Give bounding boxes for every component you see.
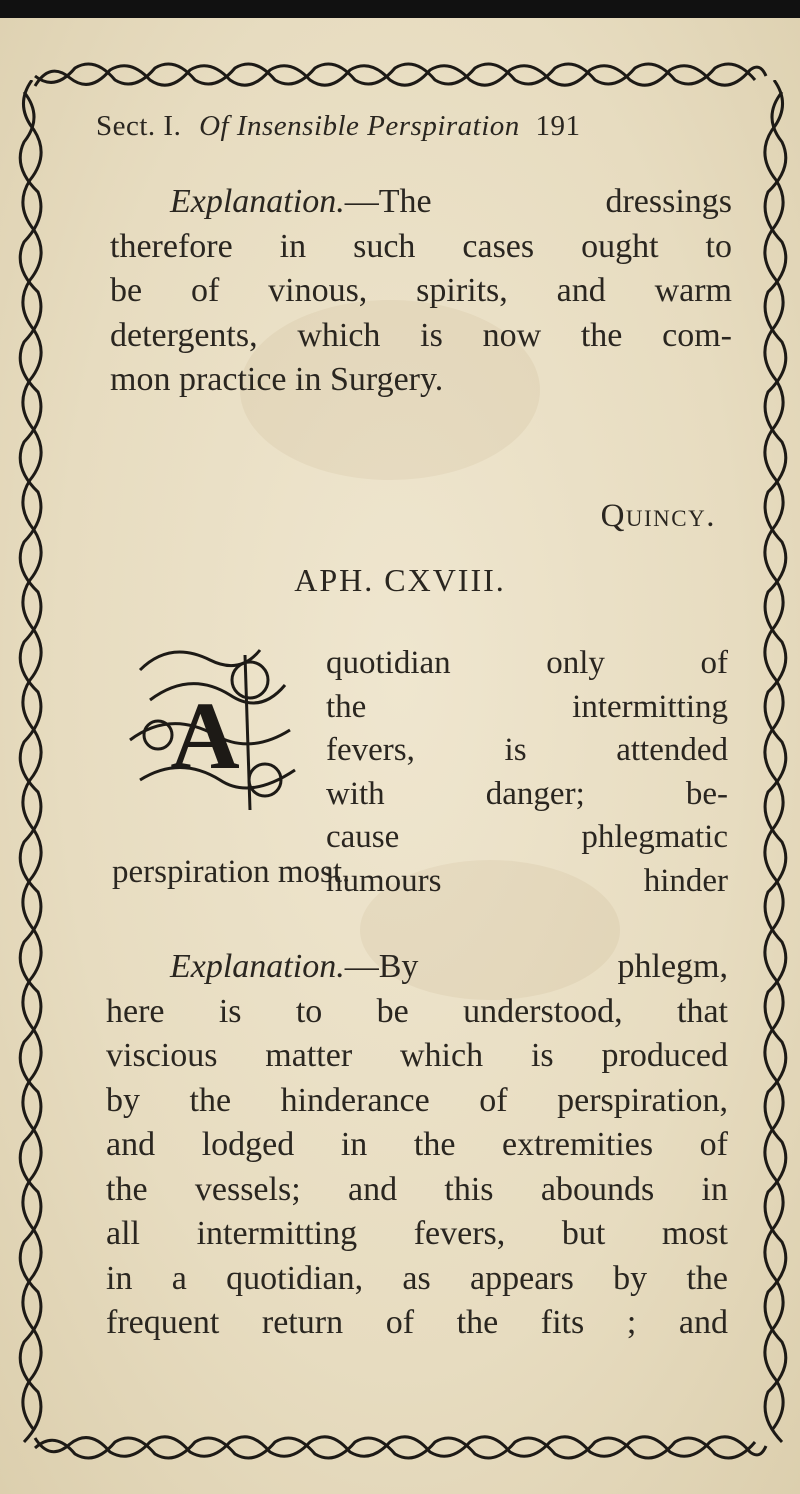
ornamental-border-top — [30, 56, 770, 94]
explanation-paragraph-1 — [110, 180, 732, 403]
paragraph-line: and lodged in the extremities of — [106, 1126, 728, 1163]
paragraph-line: mon practice in Surgery. — [110, 361, 444, 398]
paragraph-line: all intermitting fevers, but most — [106, 1215, 728, 1252]
explanation-paragraph-2 — [106, 945, 728, 1346]
aphorism-line: quotidian only of — [326, 645, 728, 681]
aphorism-last-line: perspiration most. — [112, 854, 351, 890]
paragraph-line: the vessels; and this abounds in — [106, 1170, 728, 1208]
ornamental-border-bottom — [30, 1428, 770, 1466]
aphorism-text — [326, 642, 728, 903]
ornamental-border-right — [756, 80, 792, 1450]
aphorism-line: humours hinder — [326, 862, 728, 899]
paragraph-line: be of vinous, spirits, and warm — [110, 272, 732, 309]
chapter-title: Of Insensible Perspiration — [199, 110, 520, 142]
ornamental-border-left — [14, 80, 50, 1450]
paragraph-line: therefore in such cases ought to — [110, 227, 732, 265]
explanation-lead: Explanation. — [170, 183, 345, 220]
paragraph-line: in a quotidian, as appears by the — [106, 1259, 728, 1297]
page-number: 191 — [535, 110, 581, 142]
paragraph-line: frequent return of the fits ; and — [106, 1304, 728, 1341]
paragraph-line: by the hinderance of perspiration, — [106, 1081, 728, 1119]
author-signature: Quincy. — [600, 498, 716, 534]
ornamental-initial-icon — [110, 640, 320, 815]
paragraph-line: —The dressings — [344, 183, 732, 220]
paragraph-line: viscious matter which is produced — [106, 1037, 728, 1074]
paragraph-line: detergents, which is now the com- — [110, 316, 732, 354]
drop-cap-letter: A — [170, 682, 240, 789]
aphorism-line: cause phlegmatic — [326, 819, 728, 855]
paragraph-line: —By phlegm, — [344, 948, 728, 985]
aphorism-heading: APH. CXVIII. — [294, 562, 506, 598]
section-label: Sect. I. — [96, 110, 182, 142]
aphorism-line: with danger; be- — [326, 775, 728, 812]
running-head — [96, 110, 726, 143]
paragraph-line: here is to be understood, that — [106, 992, 728, 1030]
scan-edge — [0, 0, 800, 18]
aphorism-line: the intermitting — [326, 688, 728, 725]
explanation-lead: Explanation. — [170, 948, 345, 985]
aphorism-line: fevers, is attended — [326, 732, 728, 768]
